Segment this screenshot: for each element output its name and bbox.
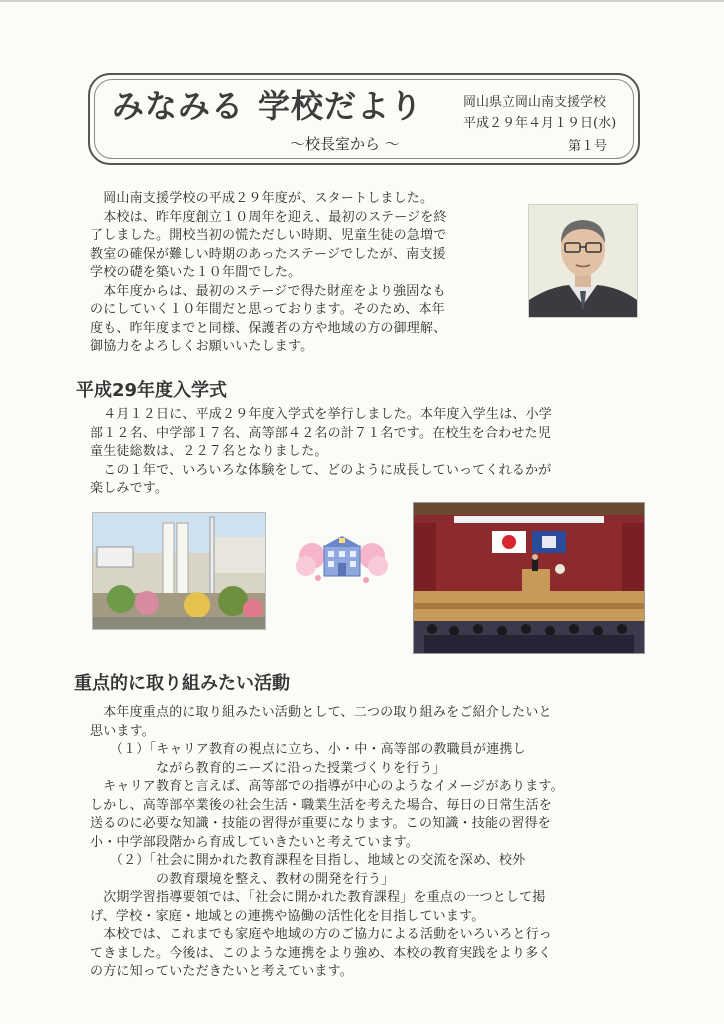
text-line: 部１２名、中学部１７名、高等部４２名の計７１名です。在校生を合わせた児: [90, 425, 551, 441]
text-line: 童生徒総数は、２２７名となりました。: [90, 444, 328, 459]
priority-activities-paragraph: [90, 704, 564, 982]
text-line: 本校では、これまでも家庭や地域の方のご協力による活動をいろいろと行っ: [90, 927, 553, 942]
issue-number: 第１号: [568, 139, 608, 154]
text-line: 本校は、昨年度創立１０周年を迎え、最初のステージを終: [90, 209, 447, 225]
scan-edge: [0, 0, 724, 2]
text-line: 次期学習指導要領では、「社会に開かれた教育課程」を重点の一つとして掲: [90, 890, 546, 905]
school-cherry-blossom-icon: [296, 530, 388, 586]
section-heading-entrance-ceremony: 平成29年度入学式: [76, 380, 228, 401]
section-heading-priority-activities: 重点的に取り組みたい活動: [74, 673, 290, 694]
text-line: キャリア教育と言えば、高等部での指導が中心のようなイメージがあります。: [90, 779, 564, 794]
text-line: のにしていく１０年間だと思っております。そのため、本年: [90, 302, 445, 317]
issue-date: 平成２９年４月１９日(水): [463, 116, 617, 131]
entrance-ceremony-paragraph: [90, 406, 552, 499]
intro-paragraph: [90, 190, 447, 357]
text-line: てきました。今後は、このような連携をより強め、本校の教育実践をより多く: [90, 945, 552, 961]
school-name: 岡山県立岡山南支援学校: [463, 95, 607, 110]
newsletter-header: [88, 73, 640, 165]
text-line: 御協力をよろしくお願いいたします。: [90, 339, 314, 354]
masthead-right: 学校だより: [258, 87, 424, 125]
text-line: 楽しみです。: [90, 481, 169, 496]
header-subtitle: ～校長室から ～: [290, 135, 400, 153]
principal-portrait: [528, 204, 638, 318]
text-line: ４月１２日に、平成２９年度入学式を挙行しました。本年度入学生は、小学: [90, 407, 553, 422]
text-line: の方に知っていただきたいと考えています。: [90, 964, 353, 979]
text-line: しかし、高等部卒業後の社会生活・職業生活を考えた場合、毎日の日常生活を: [90, 797, 553, 813]
portrait-illustration: [529, 205, 637, 317]
masthead-left: みなみる: [112, 87, 245, 125]
text-line: げ、学校・家庭・地域との連携や協働の活性化を目指しています。: [90, 908, 485, 924]
masthead-title: [112, 81, 423, 127]
text-line: 学校の礎を築いた１０年間でした。: [90, 265, 302, 280]
text-line: 本年度重点的に取り組みたい活動として、二つの取り組みをご紹介したいと: [90, 705, 552, 720]
entrance-photo-illustration: [93, 513, 265, 629]
text-line: 思います。: [90, 723, 155, 739]
ceremony-hall-photo: [413, 502, 645, 654]
entrance-sign-photo: [92, 512, 266, 630]
ceremony-photo-illustration: [414, 503, 644, 653]
text-line: 了しました。開校当初の慌ただしい時期、児童生徒の急増で: [90, 228, 447, 243]
text-line: 教室の確保が難しい時期のあったステージでしたが、南支援: [90, 246, 446, 262]
text-line: 小・中学部段階から育成していきたいと考えています。: [90, 834, 419, 850]
text-line: 本年度からは、最初のステージで得た財産をより強固なも: [90, 283, 446, 299]
text-line: ながら教育的ニーズに沿った授業づくりを行う」: [90, 760, 446, 776]
school-illustration: [296, 530, 388, 586]
text-line: の教育環境を整え、教材の開発を行う」: [90, 871, 395, 887]
text-line: この１年で、いろいろな体験をして、どのように成長していってくれるかが: [90, 462, 552, 478]
text-line: （２）「社会に開かれた教育課程を目指し、地域との交流を深め、校外: [90, 853, 526, 868]
text-line: 岡山南支援学校の平成２９年度が、スタートしました。: [90, 191, 434, 206]
text-line: 度も、昨年度までと同様、保護者の方や地域の方の御理解、: [90, 320, 447, 336]
text-line: 送るのに必要な知識・技能の習得が重要になります。この知識・技能の習得を: [90, 816, 551, 831]
text-line: （１）「キャリア教育の視点に立ち、小・中・高等部の教職員が連携し: [90, 742, 526, 757]
